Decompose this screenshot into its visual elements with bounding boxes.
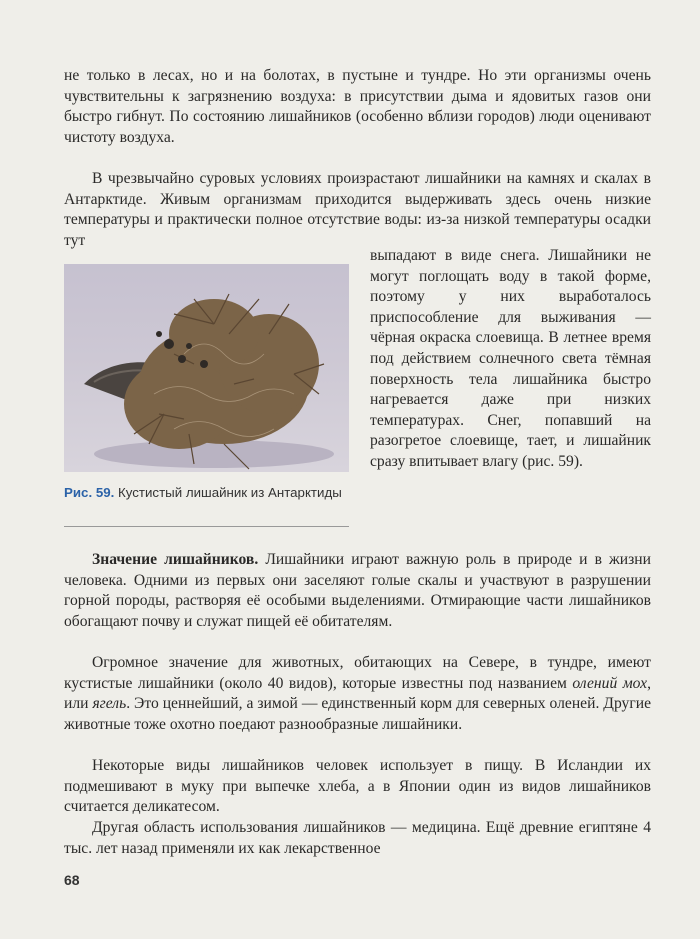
lichen-photo xyxy=(64,264,349,472)
lichen-illustration xyxy=(64,264,349,472)
figure-caption-text: Кустистый лишайник из Антарктиды xyxy=(114,485,342,500)
term-reindeer-moss: олений мох xyxy=(572,674,648,692)
caption-divider xyxy=(64,526,349,527)
paragraph-significance-text: Лишайники играют важную роль в природе и в жизни человека. Одними из первых они заселяют голые скалы и участвуют в разрушении горной породы, растворяя её особыми выделениями. Отмирающие части лишайников обогащают почву и служат пищей её обитателям. xyxy=(64,551,651,630)
reindeer-text-b: . Это ценнейший, а зимой — единственный корм для северных оленей. Другие животные тоже охотно поедают разнообразные лишайники. xyxy=(64,695,651,733)
paragraph-antarctica: В чрезвычайно суровых условиях произрастают лишайники на камнях и скалах в Антарктиде. Живым организмам приходится выдерживать здесь очень низкие температуры и практически полное отсутствие воды: из-за низкой температуры осадки тут xyxy=(64,170,651,249)
paragraph-food-use: Некоторые виды лишайников человек использует в пищу. В Исландии их подмешивают в муку при выпечке хлеба, а в Японии один из видов лишайников считается деликатесом. xyxy=(64,757,651,816)
term-yagel: ягель xyxy=(92,695,127,713)
paragraph-antarctica-side: выпадают в виде снега. Лишайники не могут поглощать воду в такой форме, поэтому у них выработалось приспособление для выживания — чёрная окраска слоевища. В летнее время под действием солнечного света тёмная поверхность тела лишайника быстро нагревается даже при низких температурах. Снег, попавший на разогретое слоевище, тает, и лишайник сразу впитывает влагу (рис. 59). xyxy=(370,247,651,470)
page-number: 68 xyxy=(64,872,80,888)
paragraph-reindeer-moss xyxy=(64,653,651,735)
section-heading: Значение лишайников. xyxy=(92,551,259,568)
paragraph-intro: не только в лесах, но и на болотах, в пустыне и тундре. Но эти организмы очень чувствительны к загрязнению воздуха: в присутствии дыма и ядовитых газов они быстро гибнут. По состоянию лишайников (особенно вблизи городов) люди оценивают чистоту воздуха. xyxy=(64,67,651,146)
reindeer-text-a: Огромное значение для животных, обитающих на Севере, в тундре, имеют кустистые лишайники (около 40 видов), которые известны под названием xyxy=(64,654,651,692)
reindeer-text-mid: , или xyxy=(64,674,651,713)
paragraph-medicine: Другая область использования лишайников — медицина. Ещё древние египтяне 4 тыс. лет назад применяли их как лекарственное xyxy=(64,819,651,857)
figure-caption xyxy=(64,484,349,501)
figure-number: Рис. 59. xyxy=(64,485,115,500)
paragraph-significance xyxy=(64,550,651,632)
